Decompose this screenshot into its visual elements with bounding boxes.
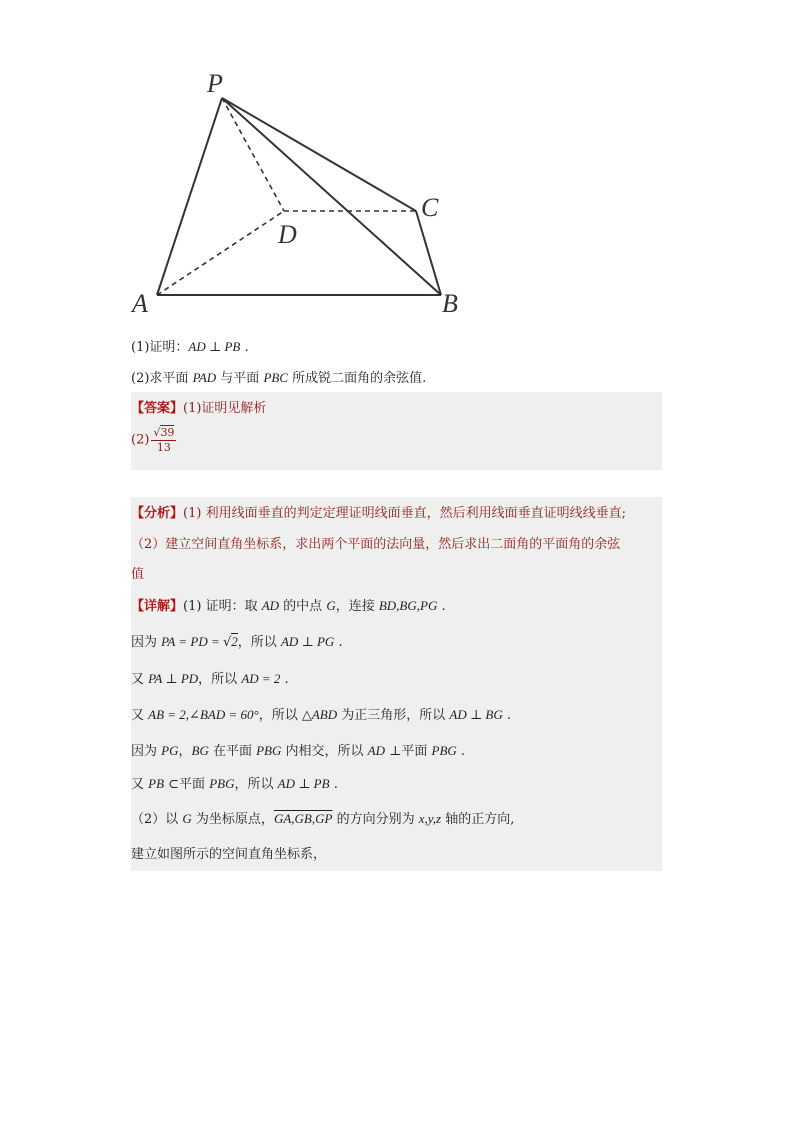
edge-ad — [157, 211, 284, 295]
detail-line1: 【详解】(1) 证明：取 AD 的中点 G，连接 BD,BG,PG . — [131, 598, 446, 614]
label-c: C — [421, 193, 439, 222]
detail-line7: （2）以 G 为坐标原点，GA,GB,GP 的方向分别为 x,y,z 轴的正方向, — [131, 811, 515, 827]
answer-line2: (2) $\frac{√39}{13}$ — [131, 426, 175, 454]
analysis-line2: （2）建立空间直角坐标系，求出两个平面的法向量，然后求出二面角的平面角的余弦 — [131, 537, 621, 552]
label-a: A — [132, 289, 148, 318]
analysis-line1: 【分析】(1) 利用线面垂直的判定定理证明线面垂直，然后利用线面垂直证明线线垂直; — [131, 506, 626, 521]
detail-line6: 又 PB ⊂平面 PBG，所以 AD ⊥ PB . — [131, 776, 338, 792]
edge-pc — [222, 98, 416, 211]
detail-line4: 又 AB = 2,∠BAD = 60°，所以 △ABD 为正三角形，所以 AD ⊥ BG . — [131, 707, 512, 723]
label-p: P — [207, 69, 223, 98]
detail-line2: 因为 PA = PD = √2，所以 AD ⊥ PG . — [131, 634, 343, 650]
pyramid-figure — [120, 60, 480, 325]
answer-fraction: $\frac{√39}{13}$ — [153, 426, 175, 454]
question-part1: (1)证明：AD ⊥ PB . — [131, 339, 249, 355]
analysis-line3: 值 — [131, 567, 145, 582]
detail-line5: 因为 PG，BG 在平面 PBG 内相交，所以 AD ⊥平面 PBG . — [131, 743, 466, 759]
label-d: D — [278, 220, 297, 249]
detail-line8: 建立如图所示的空间直角坐标系， — [131, 847, 327, 862]
detail-line3: 又 PA ⊥ PD，所以 AD = 2 . — [131, 671, 289, 687]
edge-cb — [416, 211, 441, 295]
edge-pb — [222, 98, 441, 295]
edge-pa — [157, 98, 222, 295]
question-part2: (2)求平面 PAD 与平面 PBC 所成锐二面角的余弦值. — [131, 370, 427, 386]
label-b: B — [442, 289, 458, 318]
answer-line1: 【答案】(1)证明见解析 — [131, 401, 267, 416]
